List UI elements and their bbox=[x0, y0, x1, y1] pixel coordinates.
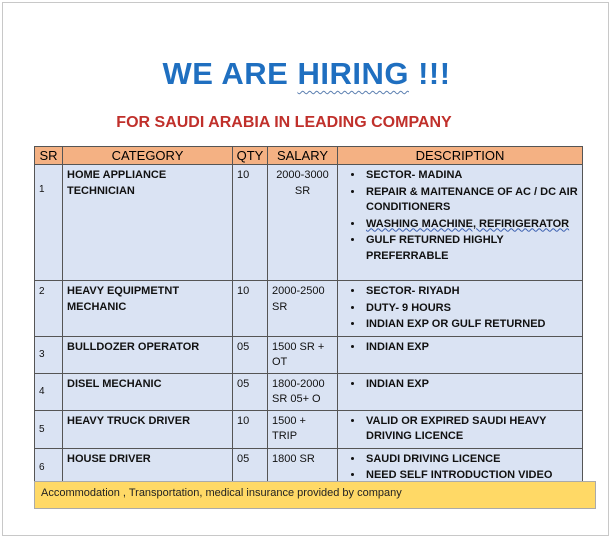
cell-sr: 2 bbox=[35, 281, 63, 337]
cell-salary: 2000-2500 SR bbox=[268, 281, 338, 337]
header-category: CATEGORY bbox=[63, 147, 233, 165]
cell-qty: 05 bbox=[233, 373, 268, 410]
description-item: • INDIAN EXP bbox=[364, 377, 578, 393]
description-item: • WASHING MACHINE, REFIRIGERATOR bbox=[364, 217, 578, 233]
header-description: DESCRIPTION bbox=[338, 147, 583, 165]
description-item: • SECTOR- MADINA bbox=[364, 168, 578, 184]
page-subtitle: FOR SAUDI ARABIA IN LEADING COMPANY bbox=[116, 114, 452, 131]
cell-description bbox=[338, 281, 583, 337]
cell-category: HOUSE DRIVER bbox=[63, 448, 233, 487]
cell-category: HEAVY EQUIPMETNT MECHANIC bbox=[63, 281, 233, 337]
cell-qty: 10 bbox=[233, 281, 268, 337]
header-salary: SALARY bbox=[268, 147, 338, 165]
description-item: • INDIAN EXP bbox=[364, 340, 578, 356]
cell-category: BULLDOZER OPERATOR bbox=[63, 336, 233, 373]
table-row bbox=[35, 373, 583, 410]
description-item: • SAUDI DRIVING LICENCE bbox=[364, 452, 578, 468]
title-hiring: HIRING bbox=[297, 56, 409, 91]
benefits-note: Accommodation , Transportation, medical insurance provided by company bbox=[34, 481, 596, 509]
cell-qty: 10 bbox=[233, 410, 268, 448]
table-row bbox=[35, 336, 583, 373]
header-qty: QTY bbox=[233, 147, 268, 165]
description-item: • VALID OR EXPIRED SAUDI HEAVY DRIVING LICENCE bbox=[364, 414, 578, 445]
cell-description bbox=[338, 336, 583, 373]
table-row bbox=[35, 281, 583, 337]
title-we-are: WE ARE bbox=[162, 56, 289, 91]
cell-salary: 1500 SR + OT bbox=[268, 336, 338, 373]
cell-category: DISEL MECHANIC bbox=[63, 373, 233, 410]
cell-qty: 10 bbox=[233, 165, 268, 281]
cell-category: HOME APPLIANCE TECHNICIAN bbox=[63, 165, 233, 281]
table-row bbox=[35, 410, 583, 448]
description-item: • NEED SELF INTRODUCTION VIDEO bbox=[364, 468, 578, 484]
table-header-row bbox=[35, 147, 583, 165]
cell-description bbox=[338, 373, 583, 410]
page-title bbox=[0, 56, 613, 96]
table-row bbox=[35, 165, 583, 281]
description-item: • DUTY- 9 HOURS bbox=[364, 301, 578, 317]
header-sr: SR bbox=[35, 147, 63, 165]
cell-salary: 1800 SR bbox=[268, 448, 338, 487]
description-item: • REPAIR & MAITENANCE OF AC / DC AIR CONDITIONERS bbox=[364, 185, 578, 216]
jobs-table bbox=[34, 146, 583, 488]
cell-salary: 1800-2000 SR 05+ O bbox=[268, 373, 338, 410]
cell-salary: 2000-3000 SR bbox=[268, 165, 338, 281]
cell-sr: 3 bbox=[35, 336, 63, 373]
cell-description bbox=[338, 165, 583, 281]
cell-qty: 05 bbox=[233, 336, 268, 373]
cell-category: HEAVY TRUCK DRIVER bbox=[63, 410, 233, 448]
cell-sr: 4 bbox=[35, 373, 63, 410]
description-item: • INDIAN EXP OR GULF RETURNED bbox=[364, 317, 578, 333]
cell-description bbox=[338, 410, 583, 448]
cell-salary: 1500 + TRIP bbox=[268, 410, 338, 448]
description-item: • GULF RETURNED HIGHLY PREFERRABLE bbox=[364, 233, 578, 264]
cell-sr: 6 bbox=[35, 448, 63, 487]
cell-sr: 5 bbox=[35, 410, 63, 448]
cell-sr: 1 bbox=[35, 165, 63, 281]
description-item: • SECTOR- RIYADH bbox=[364, 284, 578, 300]
cell-qty: 05 bbox=[233, 448, 268, 487]
title-exclaim: !!! bbox=[418, 56, 451, 91]
